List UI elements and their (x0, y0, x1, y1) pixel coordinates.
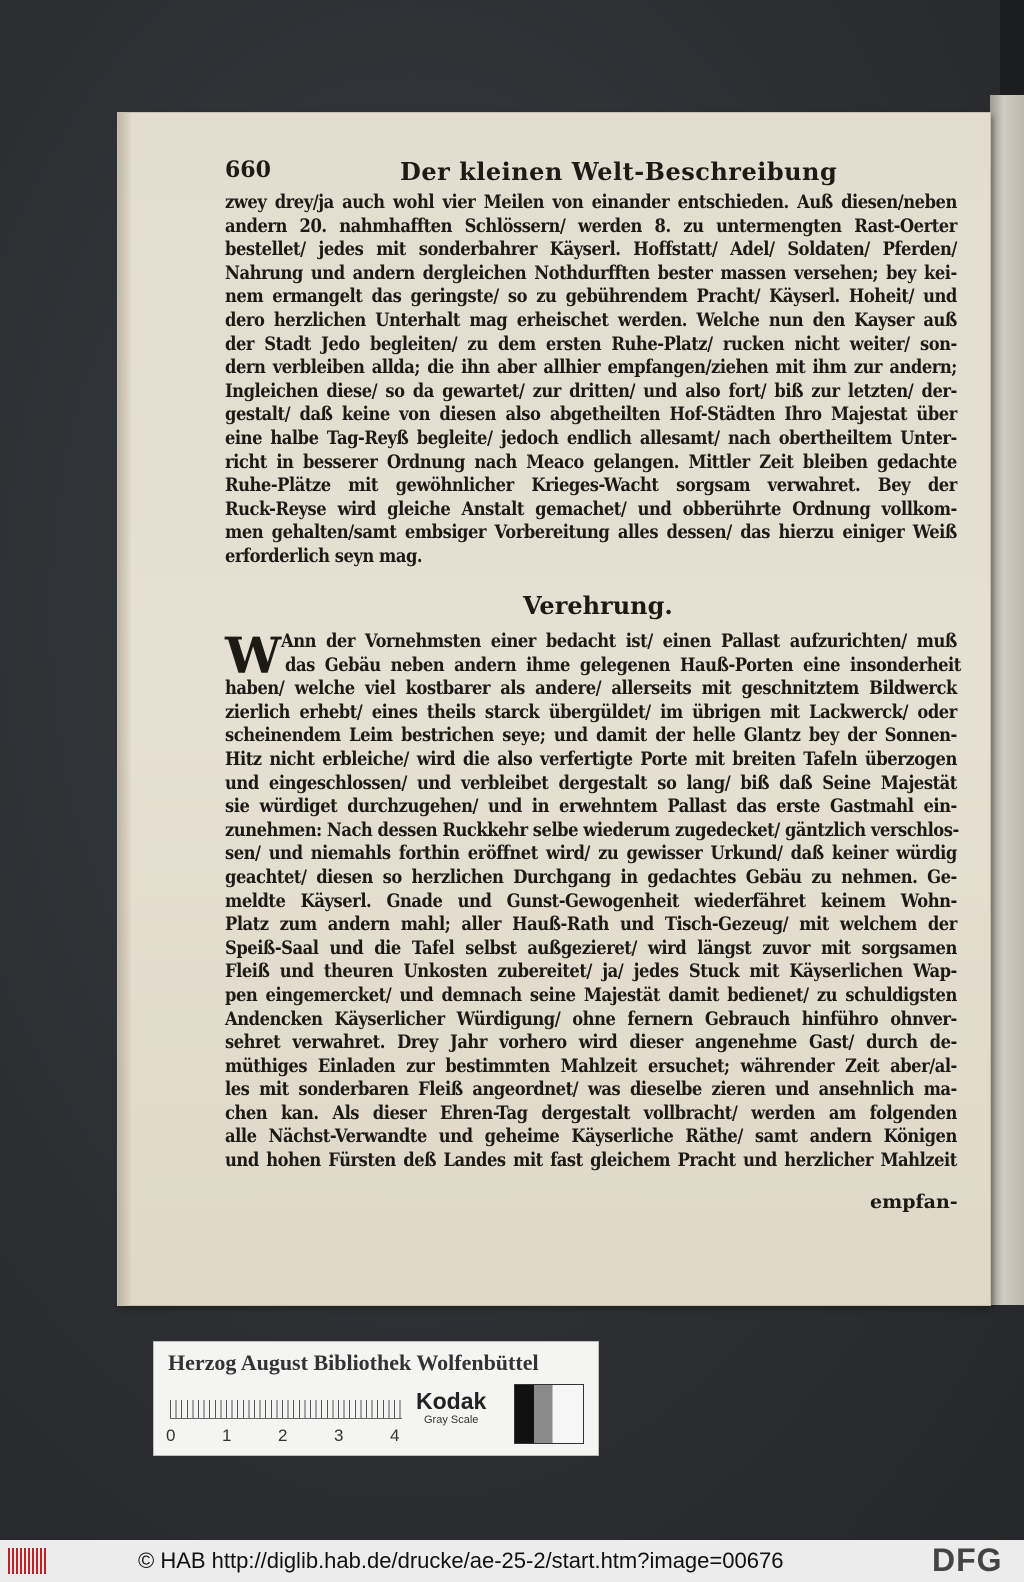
text-line: dern verbleiben allda; die ihn aber allhier empfangen/ziehen mit ihm zur andern; (225, 356, 957, 379)
text-line: und eingeschlossen/ und verbleibet dergestalt so lang/ biß daß Seine Majestät (225, 771, 957, 794)
text-line: alle Nächst-Verwandte und geheime Käyserliche Räthe/ samt andern Königen (225, 1125, 957, 1148)
ruler-number: 3 (334, 1426, 344, 1445)
text-line: haben/ welche viel kostbarer als andere/ allerseits mit geschnitztem Bildwerck (225, 677, 957, 700)
text-line: müthiges Einladen zur bestimmten Mahlzeit ersuchet; währender Zeit aber/al- (225, 1054, 957, 1077)
text-line: bestellet/ jedes mit sonderbahrer Käyserl. Hoffstatt/ Adel/ Soldaten/ Pferden/ (225, 238, 957, 261)
copyright-url[interactable]: © HAB http://diglib.hab.de/drucke/ae-25-2/start.htm?image=00676 (138, 1548, 784, 1573)
text-line: gestalt/ daß keine von diesen also abgetheilten Hof-Städten Ihro Majestat über (225, 403, 957, 426)
paragraph-1 (225, 191, 957, 569)
kodak-logo: Kodak (416, 1388, 487, 1414)
text-line: Speiß-Saal und die Tafel selbst außgezieret/ wird längst zuvor mit sorgsamen (225, 936, 957, 959)
text-line: nem ermangelt das geringste/ so zu gebührendem Pracht/ Käyserl. Hoheit/ und (225, 285, 957, 308)
text-line: das Gebäu neben andern ihme gelegenen Hauß-Porten eine insonderheit (285, 653, 961, 676)
barcode-icon (8, 1548, 48, 1574)
drop-capital: W (225, 626, 282, 685)
footer-bar (0, 1540, 1024, 1582)
text-line: Ingleichen diese/ so da gewartet/ zur dritten/ und also fort/ biß zur letzten/ der- (225, 379, 957, 402)
scan-edge-dark (1000, 0, 1024, 95)
text-line: sehret verwahret. Drey Jahr vorhero wird dieser angenehme Gast/ durch de- (225, 1031, 957, 1054)
text-line: Andencken Käyserlicher Würdigung/ ohne fernern Gebrauch hinführo ohnver- (225, 1007, 957, 1030)
text-line: Ruhe-Plätze mit gewöhnlicher Krieges-Wacht sorgsam verwahret. Bey der (225, 474, 957, 497)
section-heading: Verehrung. (523, 591, 673, 620)
text-line: erforderlich seyn mag. (225, 544, 423, 567)
text-line: zwey drey/ja auch wohl vier Meilen von einander entschieden. Auß diesen/neben (225, 191, 957, 213)
text-line: und hohen Fürsten deß Landes mit fast gleichem Pracht und herzlicher Mahlzeit (225, 1149, 957, 1172)
gray-scale-label: Gray Scale (424, 1414, 479, 1426)
text-line: pen eingemercket/ und demnach seine Majestät damit bedienet/ zu schuldigsten (225, 983, 957, 1006)
catchword: empfan- (870, 1191, 958, 1213)
paragraph-2 (225, 626, 961, 1173)
text-line: geachtet/ diesen so herzlichen Durchgang in gedachtes Gebäu zu nehmen. Ge- (225, 865, 957, 888)
text-line: sie würdiget durchzugehen/ und in erwehntem Pallast das erste Gastmahl ein- (225, 795, 957, 818)
text-line: men gehalten/samt embsiger Vorbereitung alles dessen/ das hierzu einiger Weiß (225, 521, 957, 544)
text-line: Ruck-Reyse wird gleiche Anstalt gemachet/ und obberührte Ordnung vollkom- (225, 497, 957, 520)
text-line: zunehmen: Nach dessen Ruckkehr selbe wiederum zugedecket/ gäntzlich verschlos- (225, 818, 959, 841)
text-line: scheinendem Leim bestrichen seye; und damit der helle Glantz bey der Sonnen- (225, 724, 957, 747)
page-number: 660 (225, 157, 271, 183)
text-line: zierlich erhebt/ eines theils starck übergüldet/ im übrigen mit Lackwerck/ oder (225, 700, 957, 723)
ruler-number: 2 (278, 1426, 288, 1445)
text-line: der Stadt Jedo begleiten/ zu dem ersten Ruhe-Platz/ rucken nicht weiter/ son- (225, 332, 957, 355)
library-name: Herzog August Bibliothek Wolfenbüttel (168, 1350, 539, 1375)
adjacent-page-edge (990, 95, 1024, 1305)
book-page (118, 113, 990, 1305)
text-line: richt in besserer Ordnung nach Meaco gelangen. Mittler Zeit bleiben gedachte (225, 450, 957, 473)
text-line: eine halbe Tag-Reyß begleite/ jedoch endlich allesamt/ nach obertheiltem Unter- (225, 426, 957, 449)
ruler-number: 0 (166, 1426, 176, 1445)
ruler-numbers (166, 1426, 406, 1446)
library-label-card (153, 1341, 599, 1456)
text-line: sen/ und niemahls forthin eröffnet wird/ zu gewisser Urkund/ daß keiner würdig (225, 842, 957, 865)
text-line: Nahrung und andern dergleichen Nothdurfften bester massen versehen; bey kei- (225, 261, 957, 284)
text-line: dero herzlichen Unterhalt mag erheischet werden. Welche nun den Kayser auß (225, 308, 957, 331)
ruler-number: 1 (222, 1426, 232, 1445)
text-line: meldte Käyserl. Gnade und Gunst-Gewogenheit wiederfähret keinem Wohn- (225, 889, 957, 912)
text-line: Platz zum andern mahl; aller Hauß-Rath und Tisch-Gezeug/ mit welchem der (225, 913, 957, 936)
ruler-number: 4 (390, 1426, 400, 1445)
text-line: chen kan. Als dieser Ehren-Tag dergestalt vollbracht/ werden am folgenden (225, 1101, 957, 1124)
gray-scale-patch (514, 1384, 584, 1444)
scale-ruler (170, 1390, 402, 1419)
text-line: Fleiß und theuren Unkosten zubereitet/ ja/ jedes Stuck mit Käyserlichen Wap- (225, 960, 957, 983)
text-line: andern 20. nahmhafften Schlössern/ werden 8. zu untermengten Rast-Oerter (225, 214, 957, 237)
text-line: les mit sonderbaren Fleiß angeordnet/ was dieselbe zieren und ansehnlich ma- (225, 1078, 957, 1101)
dfg-logo: DFG (932, 1542, 1003, 1578)
text-line: Hitz nicht erbleiche/ wird die also verfertigte Porte mit breiten Tafeln überzogen (225, 747, 957, 770)
text-line: Ann der Vornehmsten einer bedacht ist/ einen Pallast aufzurichten/ muß (281, 630, 957, 652)
running-title: Der kleinen Welt-Beschreibung (400, 157, 838, 186)
